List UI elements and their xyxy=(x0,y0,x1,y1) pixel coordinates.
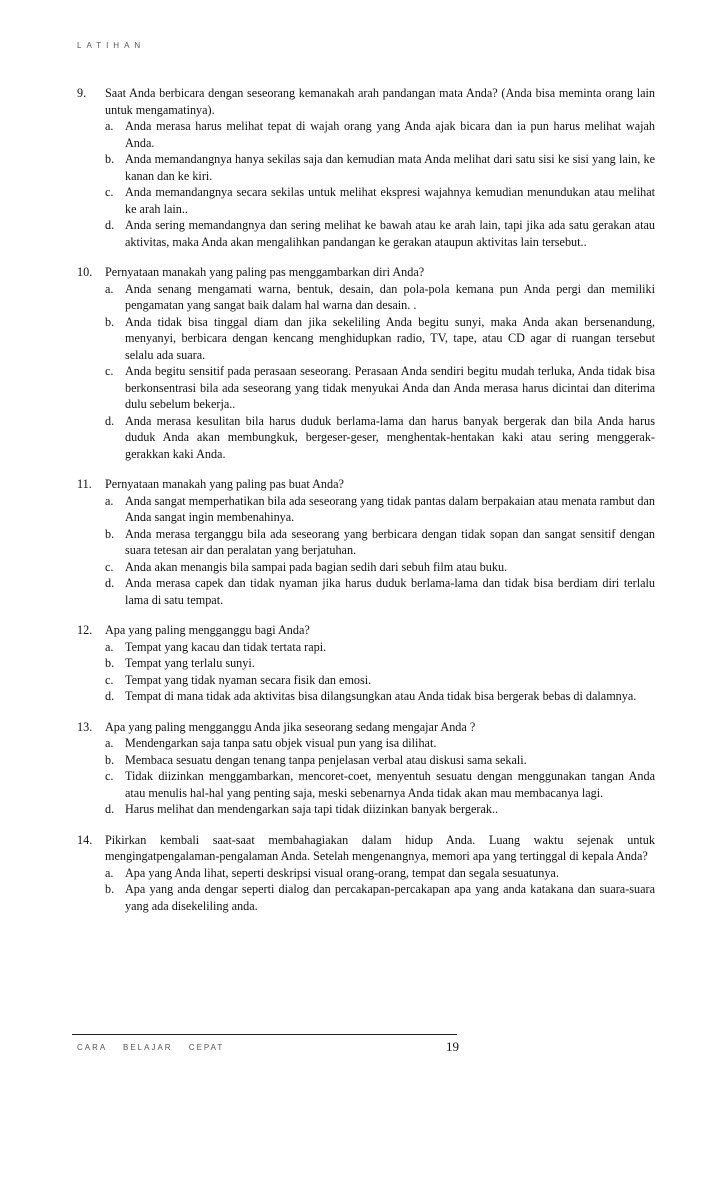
option-a xyxy=(105,865,655,882)
option-list xyxy=(105,118,655,250)
option-text: Harus melihat dan mendengarkan saja tapi tidak diizinkan banyak bergerak.. xyxy=(125,802,499,816)
option-c xyxy=(105,184,655,217)
option-text: Anda memandangnya hanya sekilas saja dan kemudian mata Anda melihat dari satu sisi ke sisi yang lain, ke kanan dan ke kiri. xyxy=(125,152,655,183)
option-letter: b. xyxy=(105,152,115,166)
question-13 xyxy=(77,719,655,818)
option-c xyxy=(105,768,655,801)
option-text: Anda merasa capek dan tidak nyaman jika harus duduk berlama-lama dan tidak bisa berdiam diri terlalu lama di satu tempat. xyxy=(125,576,655,607)
option-list xyxy=(105,639,655,705)
option-letter: c. xyxy=(105,672,114,687)
option-d xyxy=(105,217,655,250)
option-letter: d. xyxy=(105,689,115,703)
option-text: Anda akan menangis bila sampai pada bagian sedih dari sebuh film atau buku. xyxy=(125,559,508,574)
question-number: 9. xyxy=(77,86,87,100)
option-text: Mendengarkan saja tanpa satu objek visual pun yang isa dilihat. xyxy=(125,736,437,750)
option-letter: b. xyxy=(105,752,115,767)
question-9 xyxy=(77,85,655,250)
option-text: Anda merasa kesulitan bila harus duduk berlama-lama dan harus banyak bergerak dan bila Anda harus duduk Anda akan membungkuk, bergeser-geser, menghentak-hentakan kaki atau sering menggerak-gerakkan kaki Anda. xyxy=(125,413,655,461)
question-10 xyxy=(77,264,655,462)
question-text: Apa yang paling mengganggu bagi Anda? xyxy=(105,623,310,637)
option-text: Tempat yang terlalu sunyi. xyxy=(125,656,255,670)
option-letter: c. xyxy=(105,185,114,199)
option-text: Anda sering memandangnya dan sering melihat ke bawah atau ke arah lain, tapi jika ada satu gerakan atau aktivitas, maka Anda akan mengalihkan pandangan ke gerakan ataupun aktivitas lain tersebut.. xyxy=(125,218,655,249)
question-text: Pikirkan kembali saat-saat membahagiakan dalam hidup Anda. Luang waktu sejenak untuk mengingatpengalaman-pengalaman Anda. Setelah mengenangnya, memori apa yang tertinggal di kepala Anda? xyxy=(105,832,655,863)
option-letter: a. xyxy=(105,639,114,654)
option-letter: b. xyxy=(105,656,115,670)
option-letter: c. xyxy=(105,559,114,574)
option-letter: a. xyxy=(105,493,114,508)
option-d xyxy=(105,413,655,463)
option-b xyxy=(105,881,655,914)
option-letter: a. xyxy=(105,281,114,296)
question-11 xyxy=(77,476,655,608)
option-letter: a. xyxy=(105,736,114,750)
option-a xyxy=(105,639,655,656)
question-text: Pernyataan manakah yang paling pas menggambarkan diri Anda? xyxy=(105,265,425,279)
option-text: Tempat yang kacau dan tidak tertata rapi. xyxy=(125,639,327,654)
question-text: Pernyataan manakah yang paling pas buat Anda? xyxy=(105,477,344,491)
option-a xyxy=(105,493,655,526)
option-list xyxy=(105,493,655,609)
option-a xyxy=(105,735,655,752)
question-text: Saat Anda berbicara dengan seseorang kemanakah arah pandangan mata Anda? (Anda bisa meminta orang lain untuk mengamatinya). xyxy=(105,86,655,117)
question-14 xyxy=(77,832,655,915)
option-text: Membaca sesuatu dengan tenang tanpa penjelasan verbal atau diskusi sama sekali. xyxy=(125,752,527,767)
option-list xyxy=(105,735,655,818)
option-text: Anda sangat memperhatikan bila ada seseorang yang tidak pantas dalam berpakaian atau menata rambut dan Anda sangat ingin membenahinya. xyxy=(125,493,655,524)
option-text: Apa yang anda dengar seperti dialog dan percakapan-percakapan apa yang anda katakana dan suara-suara yang ada disekeliling anda. xyxy=(125,882,655,913)
question-number: 13. xyxy=(77,719,93,734)
question-number: 10. xyxy=(77,265,93,279)
option-text: Anda tidak bisa tinggal diam dan jika sekeliling Anda begitu sunyi, maka Anda akan bersenandung, menyanyi, berbicara dengan kencang menghidupkan radio, TV, tape, atau CD agar di ruangan tersebut selalu ada suara. xyxy=(125,314,655,362)
question-12 xyxy=(77,622,655,705)
option-b xyxy=(105,752,655,769)
question-number: 14. xyxy=(77,832,93,847)
option-list xyxy=(105,281,655,463)
option-b xyxy=(105,151,655,184)
option-letter: d. xyxy=(105,576,115,590)
option-text: Tempat di mana tidak ada aktivitas bisa dilangsungkan atau Anda tidak bisa bergerak bebas di dalamnya. xyxy=(125,689,637,703)
option-b xyxy=(105,314,655,364)
option-letter: b. xyxy=(105,882,115,896)
option-text: Tempat yang tidak nyaman secara fisik dan emosi. xyxy=(125,672,372,687)
option-letter: d. xyxy=(105,413,115,428)
option-list xyxy=(105,865,655,915)
option-c xyxy=(105,672,655,689)
option-letter: a. xyxy=(105,119,114,133)
option-d xyxy=(105,688,655,705)
option-text: Apa yang Anda lihat, seperti deskripsi visual orang-orang, tempat dan segala sesuatunya. xyxy=(125,865,559,880)
option-letter: c. xyxy=(105,364,114,378)
option-text: Tidak diizinkan menggambarkan, mencoret-coet, menyentuh sesuatu dengan menggunakan tangan Anda atau menulis hal-hal yang penting saja, meski sebenarnya Anda tidak akan mau membacanya lagi. xyxy=(125,769,655,800)
option-letter: d. xyxy=(105,218,115,232)
option-letter: c. xyxy=(105,769,114,783)
question-list xyxy=(77,85,655,928)
question-number: 12. xyxy=(77,623,93,637)
option-a xyxy=(105,118,655,151)
option-letter: a. xyxy=(105,865,114,880)
option-a xyxy=(105,281,655,314)
footer-book-title: CARA BELAJAR CEPAT xyxy=(77,1043,225,1052)
option-text: Anda merasa harus melihat tepat di wajah orang yang Anda ajak bicara dan ia pun harus melihat wajah Anda. xyxy=(125,119,655,150)
option-text: Anda memandangnya secara sekilas untuk melihat ekspresi wajahnya kemudian menundukan atau melihat ke arah lain.. xyxy=(125,185,655,216)
option-d xyxy=(105,801,655,818)
option-b xyxy=(105,526,655,559)
option-d xyxy=(105,575,655,608)
section-header: LATIHAN xyxy=(77,41,146,50)
option-c xyxy=(105,559,655,576)
option-text: Anda merasa terganggu bila ada seseorang yang berbicara dengan tidak sopan dan sangat sensitif dengan suara tetesan air dan peralatan yang berjatuhan. xyxy=(125,526,655,557)
option-letter: b. xyxy=(105,314,115,329)
option-letter: d. xyxy=(105,802,115,816)
option-c xyxy=(105,363,655,413)
option-text: Anda senang mengamati warna, bentuk, desain, dan pola-pola kemana pun Anda pergi dan memiliki pengamatan yang sangat baik dalam hal warna dan desain. . xyxy=(125,281,655,312)
page-number: 19 xyxy=(446,1039,459,1054)
footer-divider xyxy=(72,1034,457,1035)
option-text: Anda begitu sensitif pada perasaan seseorang. Perasaan Anda sendiri begitu mudah terluka, Anda tidak bisa berkonsentrasi bila ada seseorang yang tidak menyukai Anda dan Anda merasa harus dicintai dan diterima dulu sebelum bekerja.. xyxy=(125,364,655,411)
question-number: 11. xyxy=(77,477,92,491)
option-b xyxy=(105,655,655,672)
question-text: Apa yang paling mengganggu Anda jika seseorang sedang mengajar Anda ? xyxy=(105,719,476,734)
option-letter: b. xyxy=(105,526,115,541)
